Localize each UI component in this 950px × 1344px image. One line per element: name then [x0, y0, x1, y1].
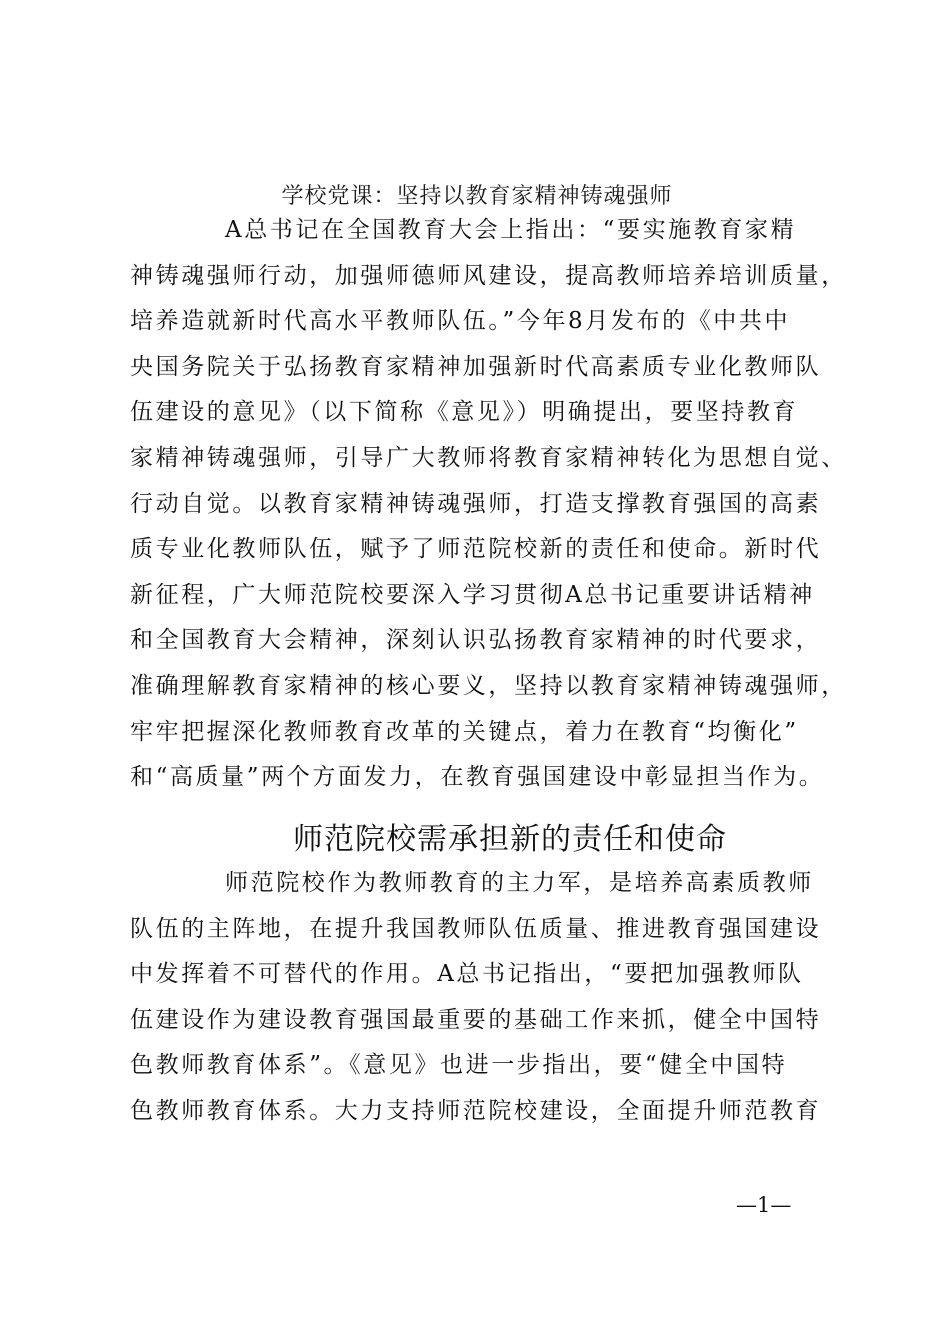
text-line: 家精神铸魂强师，引导广大教师将教育家精神转化为思想自觉、 — [130, 444, 847, 471]
text-line: 色教师教育体系”。《意见》也进一步指出，要“健全中国特 — [130, 1052, 788, 1079]
text-line: 队伍的主阵地，在提升我国教师队伍质量、推进教育强国建设 — [130, 915, 822, 942]
section-heading: 师范院校需承担新的责任和使命 — [293, 822, 727, 857]
text-line: 准确理解教育家精神的核心要义，坚持以教育家精神铸魂强师， — [130, 672, 847, 699]
text-line: 牢牢把握深化教师教育改革的关键点，着力在教育“均衡化” — [130, 718, 799, 745]
text-line: 伍建设的意见》（以下简称《意见》）明确提出，要坚持教育 — [130, 399, 799, 426]
text-line: 培养造就新时代高水平教师队伍。”今年8月发布的《中共中 — [130, 308, 791, 335]
paragraph-section-1 — [130, 861, 835, 1135]
text-line: 央国务院关于弘扬教育家精神加强新时代高素质专业化教师队 — [130, 353, 822, 380]
text-line: 和全国教育大会精神，深刻认识弘扬教育家精神的时代要求， — [130, 627, 822, 654]
text-line: 新征程，广大师范院校要深入学习贯彻A总书记重要讲话精神 — [130, 581, 815, 608]
text-line: 中发挥着不可替代的作用。A总书记指出，“要把加强教师队 — [130, 961, 804, 988]
text-line: 行动自觉。以教育家精神铸魂强师，打造支撑教育强国的高素 — [130, 490, 822, 517]
paragraph-intro — [130, 208, 847, 801]
text-line: 伍建设作为建设教育强国最重要的基础工作来抓，健全中国特 — [130, 1006, 822, 1033]
text-line: 师范院校作为教师教育的主力军，是培养高素质教师 — [225, 870, 814, 896]
page-number: —1— — [736, 1193, 792, 1217]
text-line: 色教师教育体系。大力支持师范院校建设，全面提升师范教育 — [130, 1097, 822, 1124]
text-line: 质专业化教师队伍，赋予了师范院校新的责任和使命。新时代 — [130, 536, 822, 563]
text-line: 和“高质量”两个方面发力，在教育强国建设中彰显担当作为。 — [130, 764, 825, 791]
text-line: 神铸魂强师行动，加强师德师风建设，提高教师培养培训质量， — [130, 262, 847, 289]
text-line: A总书记在全国教育大会上指出：“要实施教育家精 — [225, 217, 797, 243]
document-title: 学校党课：坚持以教育家精神铸魂强师 — [281, 184, 673, 209]
